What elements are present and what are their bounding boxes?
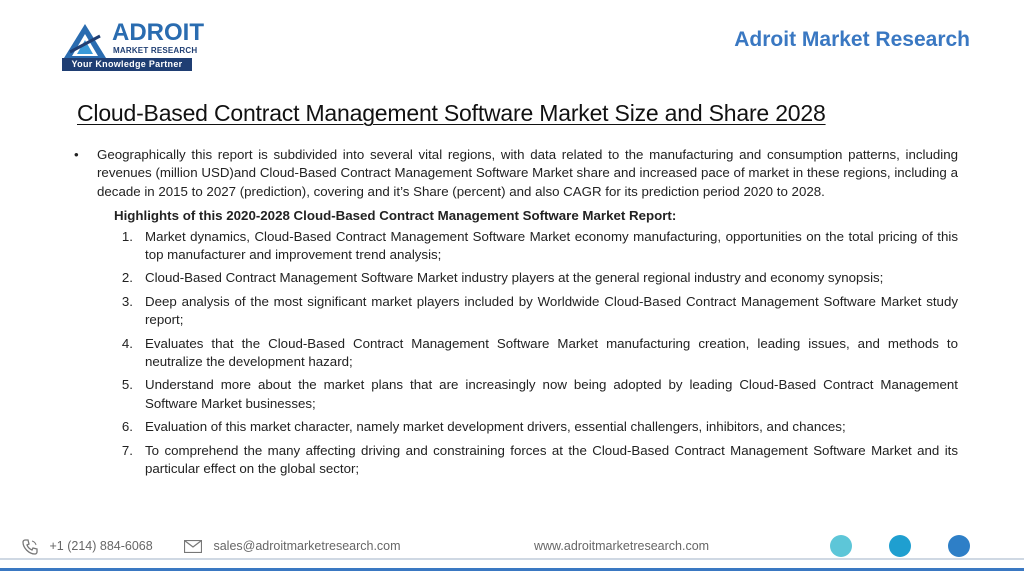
list-item-text: Evaluation of this market character, namely market development drivers, essential challengers, inhibitors, and chances; [145,419,846,435]
logo-subtitle: MARKET RESEARCH [113,46,198,55]
footer-divider [0,558,1024,560]
decorative-circle [948,535,970,557]
brand-name: Adroit Market Research [734,28,970,51]
email-address: sales@adroitmarketresearch.com [213,539,401,553]
list-item-number: 6. [121,419,133,435]
list-item [68,293,958,330]
envelope-icon [184,540,202,553]
list-item-text: Cloud-Based Contract Management Software Market industry players at the general regional industry and economy synopsis; [145,270,884,286]
list-item-text: Deep analysis of the most significant market players included by Worldwide Cloud-Based Contract Management Software Market study report; [145,293,958,328]
intro-text: Geographically this report is subdivided into several vital regions, with data related to the manufacturing and consumption patterns, including revenues (million USD)and Cloud-Based Contract Management Software Market share and increased pace of market in these regions, including a decade in 2015 to 2027 (prediction), covering and it’s Share (percent) and also CAGR for its prediction period 2020 to 2028. [97,147,958,199]
footer-phone[interactable] [22,538,153,555]
footer-accent-line [0,568,1024,571]
phone-icon [22,539,38,555]
list-item-number: 2. [121,270,133,286]
list-item [68,376,958,413]
list-item-text: Market dynamics, Cloud-Based Contract Management Software Market economy manufacturing, opportunities on the total pricing of this top manufacturer and improvement trend analysis; [145,228,958,263]
highlights-heading: Highlights of this 2020-2028 Cloud-Based Contract Management Software Market Report: [114,208,677,224]
logo-tagline: Your Knowledge Partner [62,58,192,71]
highlights-list [68,228,958,479]
list-item-number: 5. [121,377,133,393]
content-body [68,146,958,484]
logo-name: ADROIT [112,19,204,46]
list-item-number: 7. [121,442,133,458]
page-title: Cloud-Based Contract Management Software Market Size and Share 2028 [77,100,826,126]
list-item-text: To comprehend the many affecting driving and constraining forces at the Cloud-Based Contract Management Software Market and its particular effect on the global sector; [145,442,958,477]
list-item [68,418,958,436]
list-item-text: Understand more about the market plans that are increasingly now being adopted by leading Cloud-Based Contract Management Software Market businesses; [145,377,958,411]
footer [0,528,1024,576]
list-item [68,442,958,479]
intro-paragraph [68,146,958,201]
list-item-text: Evaluates that the Cloud-Based Contract Management Software Market manufacturing creation, leading issues, and methods to neutralize the development hazard; [145,335,958,370]
decorative-circle [889,535,911,557]
logo-triangle-icon [62,22,108,60]
footer-email[interactable] [184,538,401,554]
decorative-circle [830,535,852,557]
bullet-marker: • [74,147,79,162]
list-item [68,228,958,265]
list-item [68,335,958,372]
list-item-number: 4. [121,335,133,351]
list-item [68,269,958,287]
phone-number: +1 (214) 884-6068 [49,539,153,553]
company-logo[interactable] [62,18,202,76]
list-item-number: 1. [121,228,133,244]
list-item-number: 3. [121,293,133,309]
footer-website[interactable]: www.adroitmarketresearch.com [534,539,710,553]
